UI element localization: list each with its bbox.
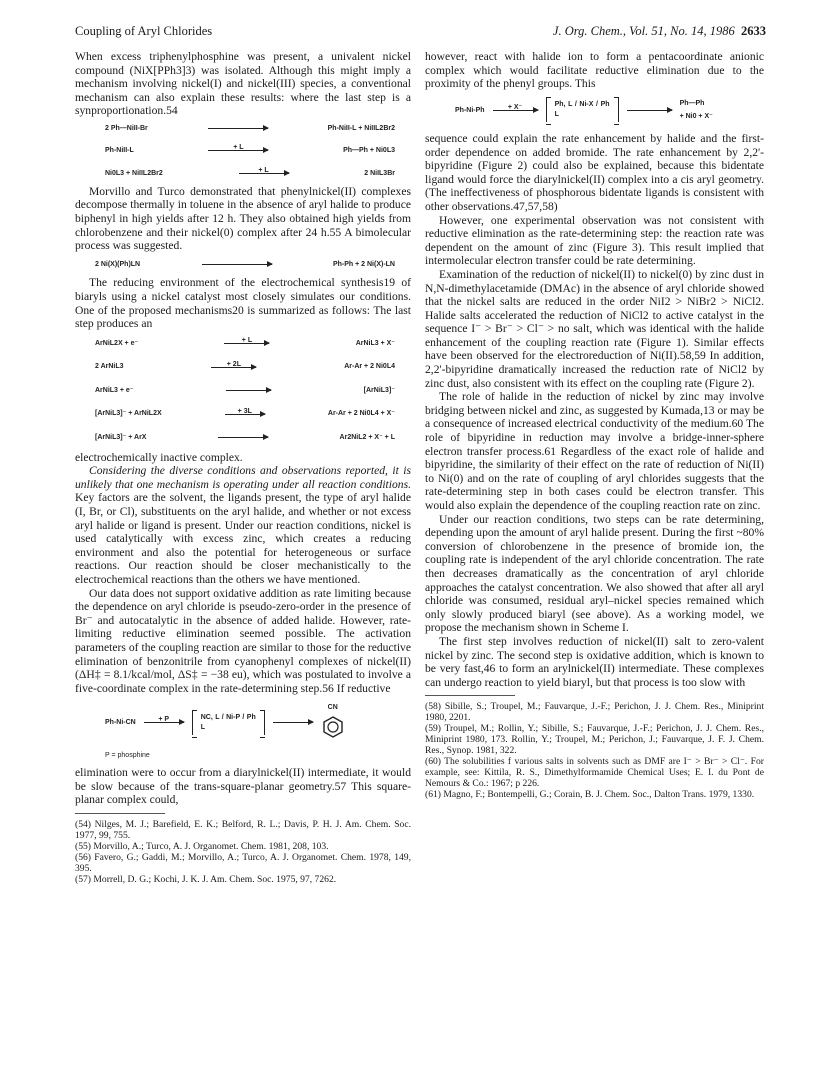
equation-reactant: Ph-Ni-Ph [455,106,485,114]
reaction-arrow [273,722,313,723]
footnote: (54) Nilges, M. J.; Barefield, E. K.; Belford, R. L.; Davis, P. H. J. Am. Chem. Soc. 1977, 99, 755. [75,818,411,841]
footnotes-left [75,819,411,885]
anionic-complex: Ph, L / Ni-X / Ph L [546,98,619,122]
arrow-label: + L [241,336,253,344]
arrow-label: + L [233,143,244,151]
footnote-divider [75,813,165,814]
footnote: (55) Morvillo, A.; Turco, A. J. Organomet. Chem. 1981, 208, 103. [75,840,329,852]
equation-reactant: ArNiL3 + e⁻ [95,386,134,394]
footnote: (61) Magno, F.; Bontempelli, G.; Corain, B. J. Chem. Soc., Dalton Trans. 1979, 1330. [425,789,755,801]
benzene-ring-icon [321,715,345,739]
footnotes-right [425,701,764,800]
paragraph: Considering the diverse conditions and observations reported, it is unlikely that one mechanism is operating under all reaction conditions. Key factors are the solvent, the ligands present, the type of aryl halide (I, Br, or Cl), substituents on the aryl halide, and whether or not excess aryl halide or ligand is present. Under our reaction conditions, nickel is used catalytically with excess zinc, which creates a reducing environment and also the potential for heterogeneous or surface reactions. Our reaction should be closer mechanistically to the electrochemical reactions than the others we have mentioned. [75,464,411,586]
reaction-arrow [627,110,672,111]
footnote: (60) The solubilities f various salts in solvents such as DMF are I⁻ > Br⁻ > Cl⁻. For example, see: Kittila, R. S., Dimethylformamide Chemical Uses; E. I. du Pont de Nemours & Co.: 1967; p 226. [425,756,764,790]
equation-reactant: ArNiL2X + e⁻ [95,339,139,347]
paragraph: When excess triphenylphosphine was present, a univalent nickel compound (NiX[PPh3]3) was isolated. Although this might imply a mechanism involving nickel(I) and nickel(III) species, a conventional mechanism can also explain these results: where the last step is a synproportionation.54 [75,50,411,118]
equation-product: + Ni0 + X⁻ [679,113,713,121]
reaction-arrow [211,360,256,368]
paragraph: Morvillo and Turco demonstrated that phenylnickel(II) complexes decompose thermally in toluene in the absence of aryl halide to produce biphenyl in high yields after 12 h. They also obtained high yields from chlorobenzene and their nickel(0) complex after 24 h.55 A bimolecular process was suggested. [75,184,411,253]
paragraph: electrochemically inactive complex. [75,450,243,464]
reaction-arrow [208,128,268,129]
equation-reductive-elimination [105,701,411,744]
journal-citation: J. Org. Chem., Vol. 51, No. 14, 1986 2633 [552,24,766,38]
equation-product: Ph-Ph + 2 Ni(X)-LN [332,260,395,268]
footnote: (57) Morrell, D. G.; Kochi, J. K. J. Am. Chem. Soc. 1975, 97, 7262. [75,873,337,885]
mechanism-step [95,337,395,351]
reaction-arrow [144,716,184,724]
arrow-label: + 2L [226,360,241,368]
running-title: Coupling of Aryl Chlorides [75,24,213,38]
reaction-arrow [218,437,268,438]
paragraph: The role of halide in the reduction of nickel by zinc may involve bridging between nickel and zinc, as suggested by Kumada,13 or may be a consequence of increased electrical conductivity of the medium.60 The role of bipyridine in reduction may involve a bridge-inner-sphere electron transfer process.61 Regardless of the exact role of halide and bipyridine, the similarity of their effect on the rate of reduction of Ni(II) to Ni(0) and on the rate of coupling of aryl chlorides suggests that the rate-determining step in both cases could be electron transfer. This would also explain the dependence of the coupling reaction rate on zinc. [425,390,764,512]
reaction-arrow [208,143,268,151]
paragraph: however, react with halide ion to form a pentacoordinate anionic complex which would facilitate reductive elimination due to the proximity of the phenyl groups. This [425,50,764,91]
equation-product: Ar2NiL2 + X⁻ + L [339,434,395,442]
footnote: (59) Troupel, M.; Rollin, Y.; Sibille, S.; Fauvarque, J.-F.; Perichon, J. J. Chem. Res., Miniprint 1980, 173. Rollin, Y.; Troupel, M.; Perichon, J.; Fauvarque, J. F. J. Chem. Res., Synop. 1981, 322. [425,723,764,757]
running-header [75,24,766,42]
reaction-arrow [493,103,538,111]
arrow-label: + 3L [237,407,252,415]
equation-reactant: 2 Ph—NiII-Br [105,124,148,132]
equation-reactant: Ph-NiII-L [105,146,134,154]
italic-text: Considering the diverse conditions and observations reported, it is unlikely that one mechanism is operating under all reaction conditions. [75,464,411,491]
page-number: 2633 [741,24,766,38]
mechanism-block [95,337,395,445]
footnote-divider [425,695,515,696]
paragraph: Under our reaction conditions, two steps can be rate determining, depending upon the amount of aryl halide present. During the first ~80% conversion of chlorobenzene in the presence of bromide ion, the coupling rate is independent of the aryl chloride concentration. The rate then decreases dramatically as the concentration of aryl chloride approaches the catalyst concentration. We also showed that after all aryl chloride was consumed, residual aryl–nickel species remained which only slowly produced biaryl (see above). As a working model, we propose the mechanism shown in Scheme I. [425,512,764,635]
equation-product: [ArNiL3]⁻ [363,386,395,394]
equation-block-synproportionation [105,122,395,181]
equation-product: ArNiL3 + X⁻ [355,339,395,347]
equation-reactant: Ph-Ni-CN [105,719,136,727]
reaction-arrow [226,390,271,391]
paragraph: Our data does not support oxidative addition as rate limiting because the dependence on aryl chloride is pseudo-zero-order in the presence of Br⁻ and autocatalytic in the absence of added halide. However, rate-limiting reductive elimination seemed possible. The activation parameters of the coupling reaction are similar to those for the reductive elimination of benzonitrile from cyanophenyl complexes of nickel(II) (ΔH‡ = 8.1/kcal/mol, ΔS‡ = −38 eu), which was postulated to involve a five-coordinate complex in the rate-determining step.56 If reductive [75,586,411,695]
paragraph: However, one experimental observation was not consistent with reductive elimination as the rate-determining step: the reaction rate was dependent on the amount of zinc (Figure 3). This result implied that intermolecular electron transfer could be rate determining. [425,213,764,268]
mechanism-step [95,384,395,398]
substituent-label: CN [327,704,338,712]
paragraph: The reducing environment of the electrochemical synthesis19 of biaryls using a nickel catalyst most closely simulates our conditions. One of the proposed mechanisms20 is summarized as follows: The last step produces an [75,276,411,331]
reaction-arrow [202,264,272,265]
equation-product: Ph—Ph [679,99,705,107]
footnote: (56) Favero, G.; Gaddi, M.; Morvillo, A.; Turco, A. J. Organomet. Chem. 1978, 149, 395. [75,851,411,874]
equation-product: Ph—Ph + Ni0L3 [343,146,395,154]
left-column [75,50,411,885]
equation-product: Ar-Ar + 2 Ni0L4 [344,363,395,371]
equation-reactant: 2 Ni(X)(Ph)LN [95,260,141,268]
reaction-arrow [239,167,289,175]
reaction-arrow [225,407,265,415]
equation-bimolecular [95,258,395,272]
equation-reactant: Ni0L3 + NiIIL2Br2 [105,170,163,178]
mechanism-step [95,360,395,374]
five-coordinate-complex: NC, L / Ni-P / Ph L [192,711,265,735]
reaction-arrow [224,336,269,344]
equation-reactant: [ArNiL3]⁻ + ArX [95,434,147,442]
phosphine-note: P = phosphine [105,751,150,759]
equation-product: Ph-NiII-L + NiIIL2Br2 [327,124,395,132]
paragraph: The first step involves reduction of nickel(II) salt to zero-valent nickel by zinc. The second step is oxidative addition, which is known to be very fast,46 to form an arylnickel(II) intermediate. These complexes can undergo reaction to yield biaryl, but that process is too slow with [425,634,764,689]
right-column [425,50,764,800]
equation-product: Ar-Ar + 2 Ni0L4 + X⁻ [327,410,395,418]
paragraph: Examination of the reduction of nickel(II) to nickel(0) by zinc dust in N,N-dimethylacetamide (DMAc) in the absence of aryl chloride showed that the nickel salts are reduced in the order NiI2 > NiBr2 > NiCl2. Halide salts accelerated the reduction of NiCl2 to active catalyst in the sequence I⁻ > Br⁻ > Cl⁻ > no salt, which was identical with the halide enhancement of the coupling reaction rate (Figure 1). Similar effects have been observed for the electroreduction of Ni(II).58,59 In addition, 2,2'-bipyridine dramatically increased the reduction rate of NiCl2 by zinc dust, also consistent with its effect on the coupling rate (Figure 2). [425,267,764,390]
paragraph: sequence could explain the rate enhancement by halide and the first-order dependence on added bromide. The rate enhancement by 2,2'-bipyridine (Figure 2) could also be explained, because this bidentate ligand would force the diarylnickel(II) complex into a cis aryl geometry. (The ineffectiveness of phosphorous bidentate ligands is consistent with other observations.47,57,58) [425,131,764,213]
equation-reactant: [ArNiL3]⁻ + ArNiL2X [95,410,162,418]
paragraph: elimination were to occur from a diarylnickel(II) intermediate, it would be slow because of the trans-square-planar geometry.57 This square-planar complex could, [75,766,411,807]
mechanism-step [95,431,395,445]
arrow-label: + L [258,167,269,175]
equation-reactant: 2 ArNiL3 [95,363,124,371]
arrow-label: + X⁻ [507,103,523,111]
footnote: (58) Sibille, S.; Troupel, M.; Fauvarque, J.-F.; Perichon, J. J. Chem. Res., Miniprint 1980, 2201. [425,701,764,724]
mechanism-step [95,407,395,421]
equation-product: 2 NiIL3Br [364,170,395,178]
equation-pentacoordinate [455,97,764,124]
arrow-label: + P [158,716,170,724]
